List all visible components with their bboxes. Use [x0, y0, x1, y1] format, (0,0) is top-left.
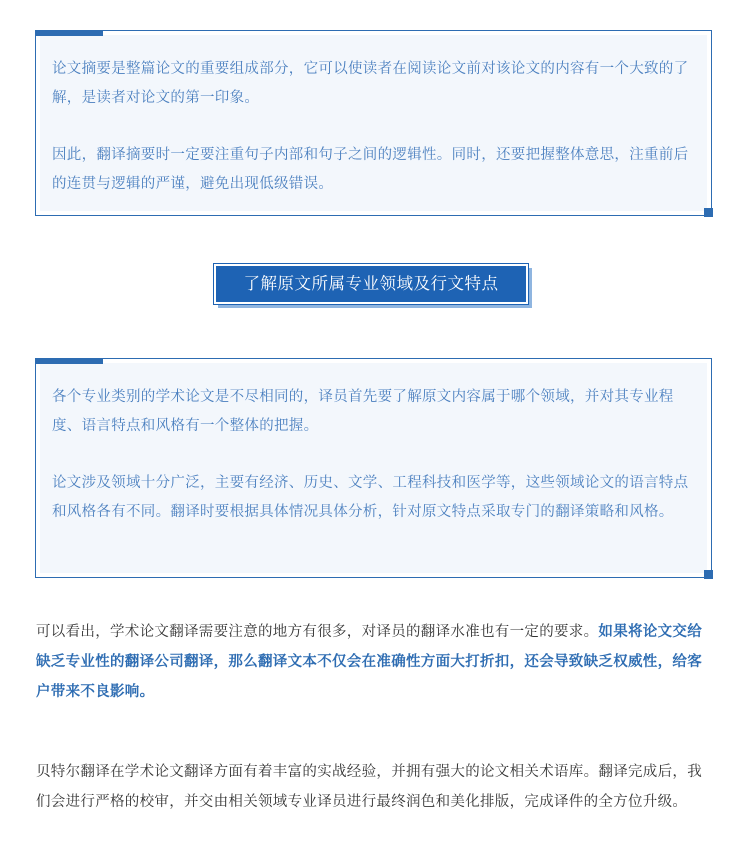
- note-box-text: [52, 55, 695, 227]
- box-top-tab-decoration: [35, 30, 103, 36]
- box-corner-decoration: [704, 570, 713, 579]
- abstract-paragraph-1: 论文摘要是整篇论文的重要组成部分，它可以使读者在阅读论文前对该论文的内容有一个大致的了解，是读者对论文的第一印象。: [52, 61, 689, 106]
- domain-paragraph-2: 论文涉及领域十分广泛，主要有经济、历史、文学、工程科技和医学等，这些领域论文的语言特点和风格各有不同。翻译时要根据具体情况具体分析，针对原文特点采取专门的翻译策略和风格。: [52, 475, 689, 520]
- box-top-tab-decoration: [35, 358, 103, 364]
- abstract-paragraph-2: 因此，翻译摘要时一定要注重句子内部和句子之间的逻辑性。同时，还要把握整体意思，注重前后的连贯与逻辑的严谨，避免出现低级错误。: [52, 147, 689, 192]
- box-corner-decoration: [704, 208, 713, 217]
- note-box-text: [52, 383, 695, 555]
- summary-text: 可以看出，学术论文翻译需要注意的地方有很多，对译员的翻译水准也有一定的要求。: [36, 624, 599, 640]
- company-paragraph: 贝特尔翻译在学术论文翻译方面有着丰富的实战经验，并拥有强大的论文相关术语库。翻译完成后，我们会进行严格的校审，并交由相关领域专业译员进行最终润色和美化排版，完成译件的全方位升级。: [36, 764, 702, 810]
- domain-paragraph-1: 各个专业类别的学术论文是不尽相同的，译员首先要了解原文内容属于哪个领域，并对其专业程度、语言特点和风格有一个整体的把握。: [52, 389, 674, 434]
- abstract-note-box: [35, 30, 712, 216]
- domain-note-box: [35, 358, 712, 578]
- summary-paragraph: [36, 617, 712, 707]
- summary-highlight-text: 如果将论文交给缺乏专业性的翻译公司翻译，那么翻译文本不仅会在准确性方面大打折扣，还会导致缺乏权威性，给客户带来不良影响。: [36, 624, 703, 700]
- section-heading-title: 了解原文所属专业领域及行文特点: [214, 264, 528, 304]
- section-heading: [214, 264, 532, 308]
